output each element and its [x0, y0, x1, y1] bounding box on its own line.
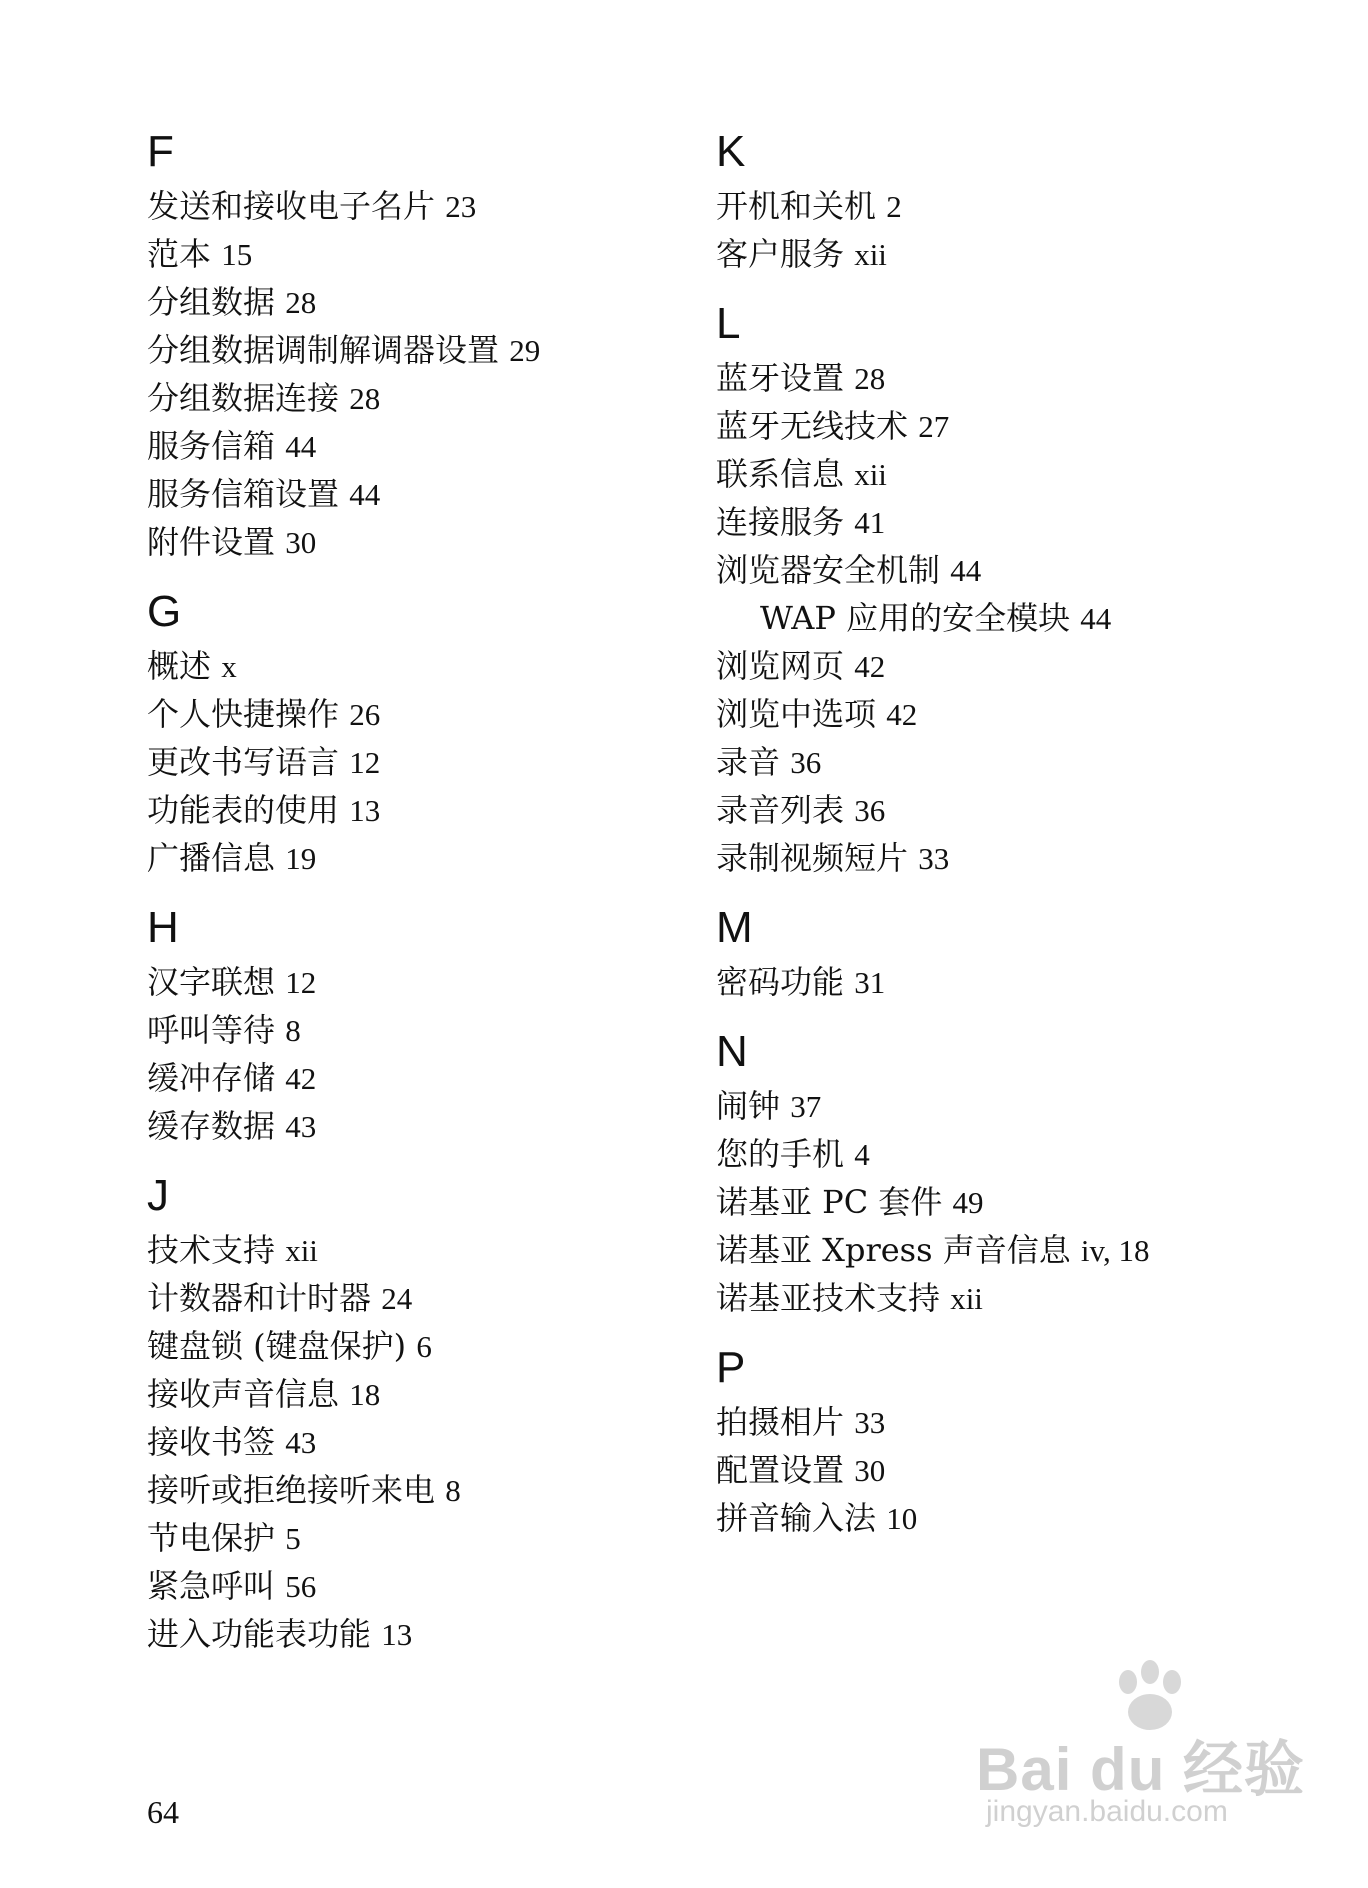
index-term: 浏览中选项: [716, 695, 877, 733]
index-page-ref: 12: [285, 965, 317, 1000]
index-page-ref: 26: [349, 697, 381, 732]
section-letter: N: [716, 1027, 748, 1076]
index-term: 蓝牙设置: [716, 359, 845, 397]
index-entry: [716, 594, 1276, 642]
index-entry: [147, 1054, 707, 1102]
index-entry: [716, 354, 1276, 402]
index-term: 紧急呼叫: [147, 1567, 276, 1605]
index-term: 更改书写语言: [147, 743, 340, 781]
index-term: 联系信息: [716, 455, 845, 493]
index-term: 分组数据: [147, 283, 276, 321]
index-page-ref: 8: [445, 1473, 461, 1508]
index-page-ref: 2: [886, 189, 902, 224]
page-number: 64: [147, 1794, 179, 1830]
index-entry: [147, 1274, 707, 1322]
index-entry: [147, 786, 707, 834]
index-term: 接收声音信息: [147, 1375, 340, 1413]
index-page-ref: 23: [445, 189, 477, 224]
index-term: 录音: [716, 743, 781, 781]
index-page-ref: 5: [285, 1521, 301, 1556]
watermark-logo-text: Bai du 经验: [976, 1736, 1306, 1803]
index-term: 拼音输入法: [716, 1499, 877, 1537]
index-entry: [147, 374, 707, 422]
section-letter: F: [147, 127, 174, 176]
index-page-ref: 27: [918, 409, 950, 444]
index-entry: [147, 738, 707, 786]
index-term: 蓝牙无线技术: [716, 407, 909, 445]
index-entry: [716, 1446, 1276, 1494]
index-entry: [147, 642, 707, 690]
index-column-right: [716, 126, 1276, 1542]
index-page-ref: 13: [381, 1617, 413, 1652]
index-entry: [147, 422, 707, 470]
index-term: 缓冲存储: [147, 1059, 276, 1097]
index-term: 节电保护: [147, 1519, 276, 1557]
index-entry: [716, 1130, 1276, 1178]
index-term: 接听或拒绝接听来电: [147, 1471, 436, 1509]
index-term: 浏览网页: [716, 647, 845, 685]
index-entry: [147, 1322, 707, 1370]
index-page-ref: 36: [790, 745, 822, 780]
index-page-ref: 15: [221, 237, 253, 272]
index-entry: [716, 1178, 1276, 1226]
index-page-ref: 29: [509, 333, 541, 368]
index-page-ref: 33: [918, 841, 950, 876]
index-page-ref: 31: [854, 965, 886, 1000]
index-section-k: [716, 126, 1276, 278]
index-section-f: [147, 126, 707, 566]
index-page-ref: 44: [349, 477, 381, 512]
index-term: 录制视频短片: [716, 839, 909, 877]
index-term: 呼叫等待: [147, 1011, 276, 1049]
index-term: 发送和接收电子名片: [147, 187, 436, 225]
index-term: 服务信箱设置: [147, 475, 340, 513]
index-page-ref: 30: [854, 1453, 886, 1488]
index-entry: [147, 230, 707, 278]
index-term: 开机和关机: [716, 187, 877, 225]
index-entry: [147, 1562, 707, 1610]
index-entry: [147, 326, 707, 374]
index-page-ref: 12: [349, 745, 381, 780]
index-page-ref: 30: [285, 525, 317, 560]
index-entry: [147, 1102, 707, 1150]
index-page-ref: 44: [950, 553, 982, 588]
section-letter: M: [716, 903, 753, 952]
index-term: 进入功能表功能: [147, 1615, 372, 1653]
index-term: 密码功能: [716, 963, 845, 1001]
index-page-ref: 33: [854, 1405, 886, 1440]
index-page-ref: 44: [285, 429, 317, 464]
index-term: 键盘锁 (键盘保护): [147, 1327, 407, 1365]
index-term: 浏览器安全机制: [716, 551, 941, 589]
index-entry: [716, 690, 1276, 738]
index-entry: [716, 1494, 1276, 1542]
index-term: 计数器和计时器: [147, 1279, 372, 1317]
index-entry: [147, 182, 707, 230]
index-term: 录音列表: [716, 791, 845, 829]
index-term: 服务信箱: [147, 427, 276, 465]
index-page-ref: 37: [790, 1089, 822, 1124]
index-term: 诺基亚技术支持: [716, 1279, 941, 1317]
index-section-g: [147, 586, 707, 882]
index-term: 分组数据调制解调器设置: [147, 331, 500, 369]
index-page-ref: 36: [854, 793, 886, 828]
index-entry: [716, 182, 1276, 230]
index-entry: [147, 690, 707, 738]
index-term: 分组数据连接: [147, 379, 340, 417]
index-term: 缓存数据: [147, 1107, 276, 1145]
index-term: 范本: [147, 235, 212, 273]
index-page-ref: 43: [285, 1109, 317, 1144]
index-page-ref: xii: [950, 1281, 983, 1316]
baidu-jingyan-watermark: [976, 1660, 1306, 1830]
index-term: 诺基亚 PC 套件: [716, 1183, 943, 1221]
section-letter: P: [716, 1343, 746, 1392]
index-term: 连接服务: [716, 503, 845, 541]
index-entry: [147, 958, 707, 1006]
index-entry: [147, 470, 707, 518]
index-page-ref: xii: [854, 457, 887, 492]
index-term: 接收书签: [147, 1423, 276, 1461]
index-entry: [716, 834, 1276, 882]
section-letter: G: [147, 587, 182, 636]
index-page-ref: 49: [952, 1185, 984, 1220]
index-page-ref: 19: [285, 841, 317, 876]
index-entry: [716, 1398, 1276, 1446]
section-letter: H: [147, 903, 179, 952]
index-page-ref: 13: [349, 793, 381, 828]
index-page-ref: 6: [416, 1329, 432, 1364]
index-page-ref: 41: [854, 505, 886, 540]
index-page-ref: iv, 18: [1080, 1233, 1150, 1268]
index-entry: [147, 834, 707, 882]
index-term: 技术支持: [147, 1231, 276, 1269]
index-entry: [147, 1514, 707, 1562]
index-column-left: [147, 126, 707, 1658]
index-page-ref: 4: [854, 1137, 870, 1172]
watermark-url: jingyan.baidu.com: [986, 1795, 1228, 1828]
index-page-ref: xii: [285, 1233, 318, 1268]
index-page-ref: 8: [285, 1013, 301, 1048]
index-page-ref: 56: [285, 1569, 317, 1604]
index-entry: [716, 450, 1276, 498]
index-page-ref: xii: [854, 237, 887, 272]
index-term: 个人快捷操作: [147, 695, 340, 733]
index-entry: [716, 546, 1276, 594]
index-entry: [716, 230, 1276, 278]
section-letter: J: [147, 1171, 169, 1220]
index-entry: [716, 958, 1276, 1006]
index-entry: [716, 402, 1276, 450]
index-entry: [147, 1226, 707, 1274]
index-term: 广播信息: [147, 839, 276, 877]
index-term: 拍摄相片: [716, 1403, 845, 1441]
section-letter: L: [716, 299, 741, 348]
index-section-p: [716, 1342, 1276, 1542]
index-page-ref: 44: [1080, 601, 1112, 636]
index-page-ref: 18: [349, 1377, 381, 1412]
index-page-ref: x: [221, 649, 237, 684]
index-section-h: [147, 902, 707, 1150]
index-term: 您的手机: [716, 1135, 845, 1173]
index-entry: [147, 1610, 707, 1658]
index-term: 附件设置: [147, 523, 276, 561]
index-page-ref: 28: [285, 285, 317, 320]
index-term: 配置设置: [716, 1451, 845, 1489]
index-page-ref: 24: [381, 1281, 413, 1316]
section-letter: K: [716, 127, 746, 176]
index-section-j: [147, 1170, 707, 1658]
index-page-ref: 42: [854, 649, 886, 684]
index-entry: [716, 1082, 1276, 1130]
index-term: 汉字联想: [147, 963, 276, 1001]
index-entry: [716, 738, 1276, 786]
index-entry: [716, 642, 1276, 690]
index-term: WAP 应用的安全模块: [760, 599, 1071, 637]
index-entry: [716, 786, 1276, 834]
index-page-ref: 28: [854, 361, 886, 396]
index-entry: [716, 1226, 1276, 1274]
index-page-ref: 42: [285, 1061, 317, 1096]
index-page-ref: 43: [285, 1425, 317, 1460]
index-term: 功能表的使用: [147, 791, 340, 829]
index-section-n: [716, 1026, 1276, 1322]
index-term: 客户服务: [716, 235, 845, 273]
index-term: 概述: [147, 647, 212, 685]
index-term: 闹钟: [716, 1087, 781, 1125]
index-term: 诺基亚 Xpress 声音信息: [716, 1231, 1071, 1269]
index-section-m: [716, 902, 1276, 1006]
index-entry: [147, 1006, 707, 1054]
index-entry: [716, 1274, 1276, 1322]
index-entry: [716, 498, 1276, 546]
index-entry: [147, 1418, 707, 1466]
index-entry: [147, 1466, 707, 1514]
index-entry: [147, 1370, 707, 1418]
index-page-ref: 28: [349, 381, 381, 416]
index-entry: [147, 518, 707, 566]
index-section-l: [716, 298, 1276, 882]
index-entry: [147, 278, 707, 326]
index-page-ref: 42: [886, 697, 918, 732]
index-page-ref: 10: [886, 1501, 918, 1536]
